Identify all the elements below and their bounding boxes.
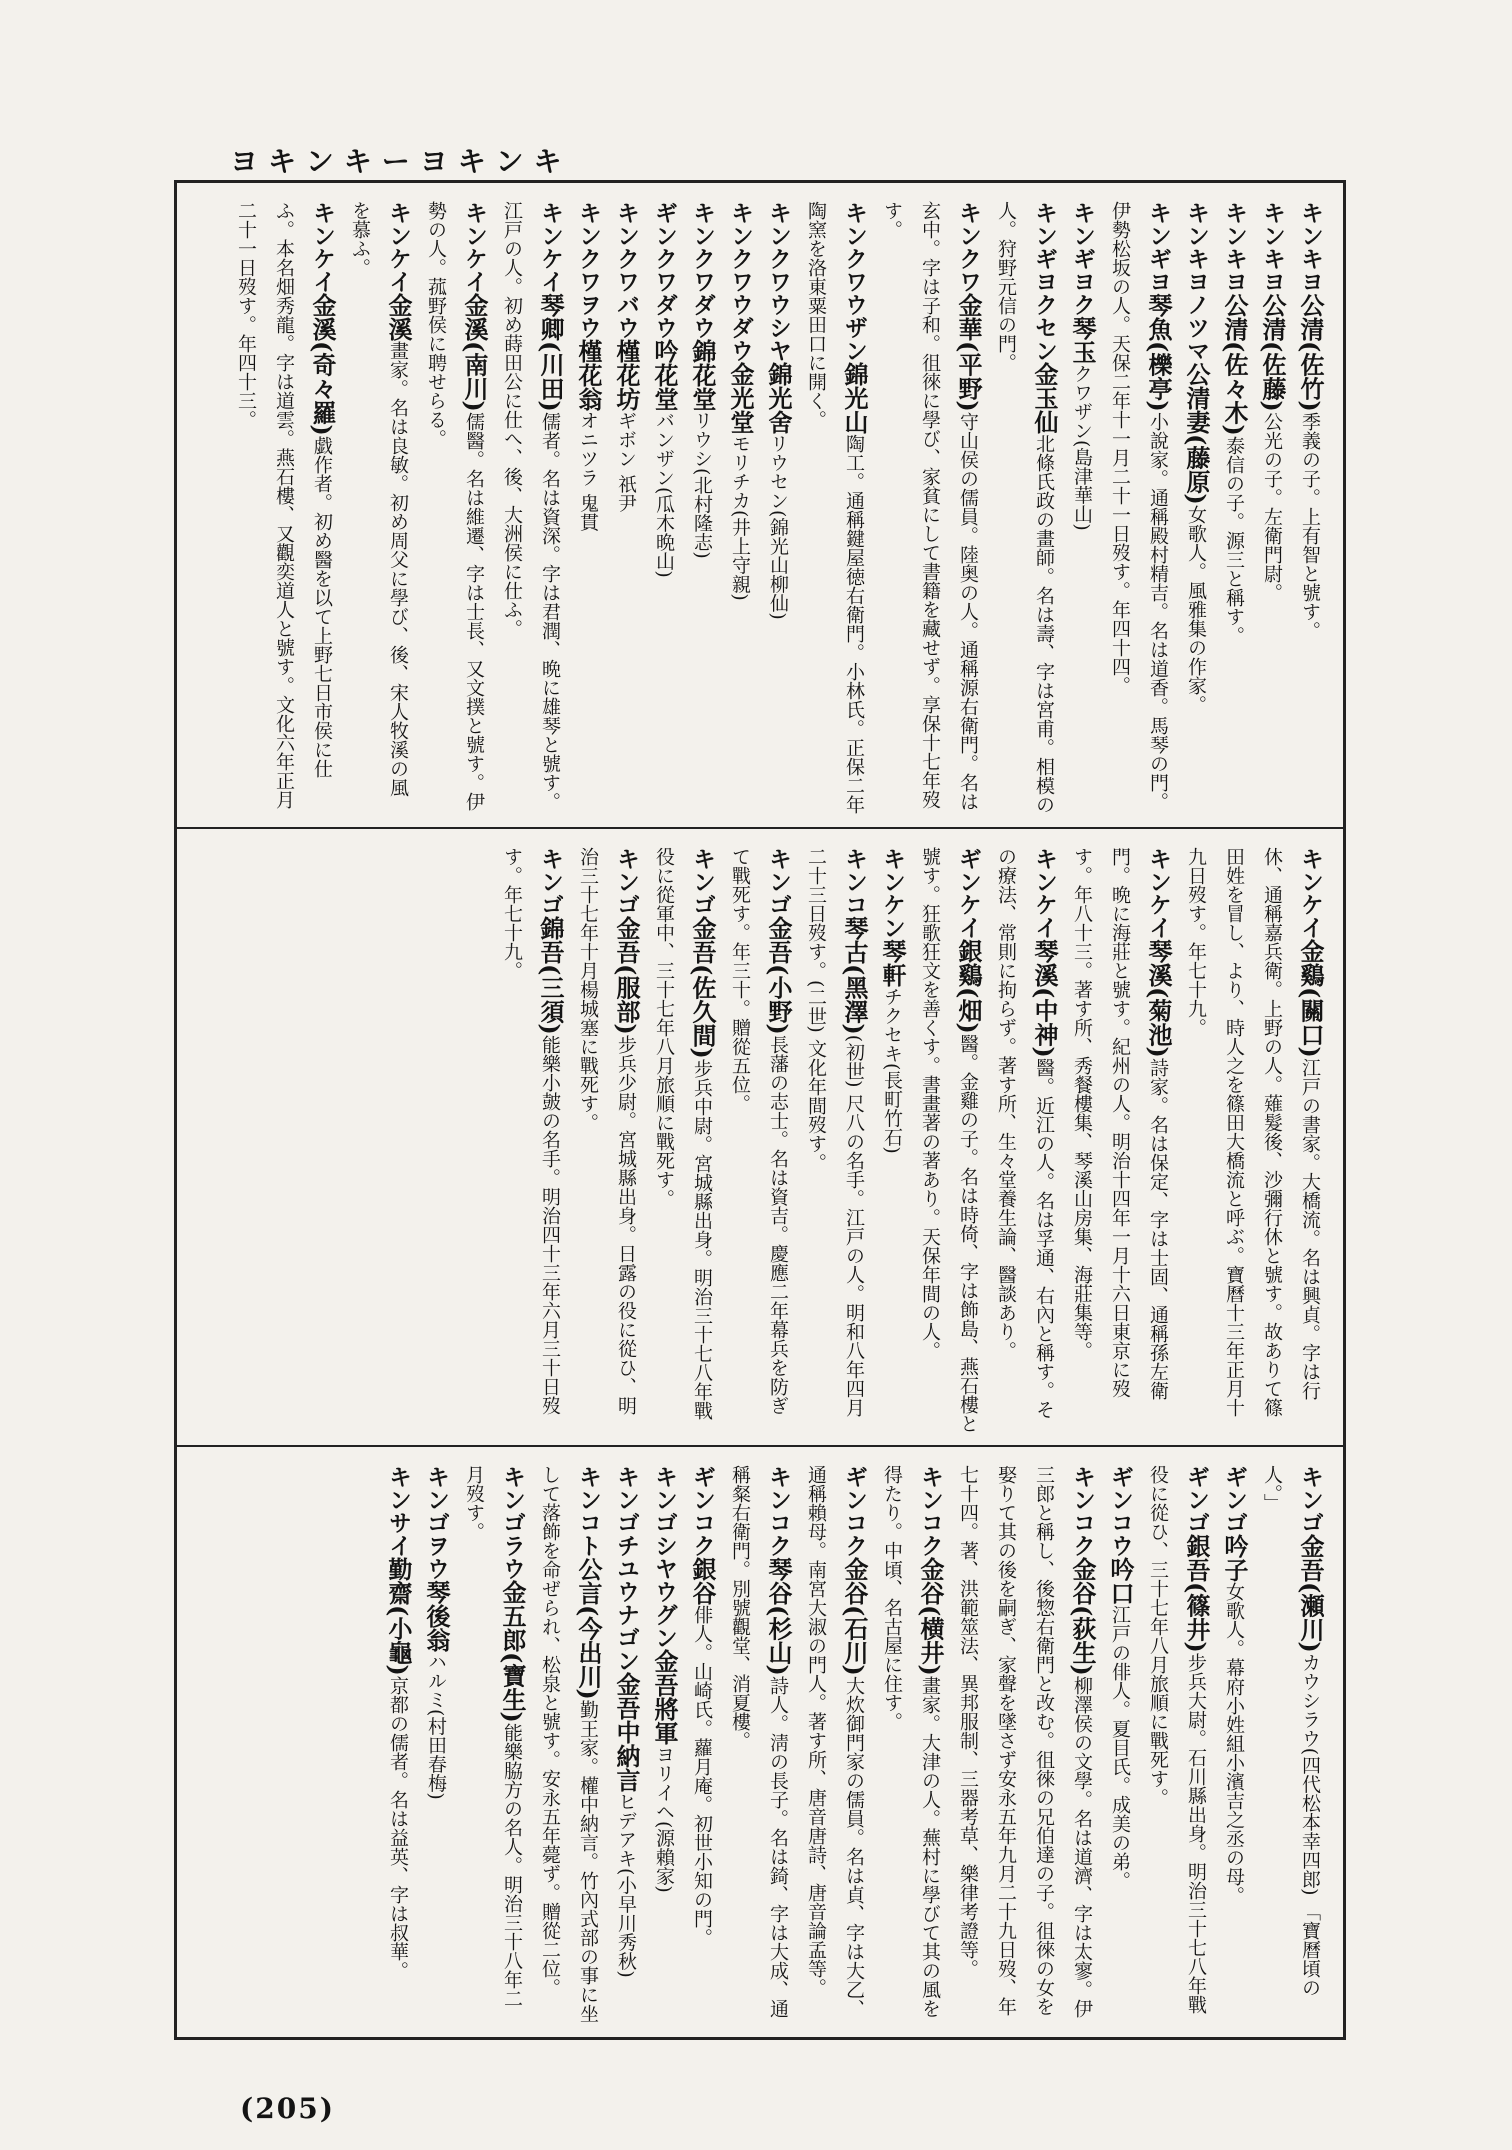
entry-reading: キンケイ	[1031, 847, 1057, 939]
entry-description: 陶工。通稱鍵屋徳右衛門。小林氏。正保二年陶窯を洛東粟田口に開く。	[805, 201, 865, 814]
entry-description: ハルミ(村田春梅)	[425, 1652, 447, 1800]
running-head: ヨキンキーヨキンキ	[230, 145, 572, 178]
entry-name: 公言(今出川)	[574, 1557, 603, 1700]
entry-reading: キンコク	[1069, 1465, 1095, 1557]
entry-name: 銀鷄(畑)	[954, 939, 983, 1034]
entry-name: 公清(佐藤)	[1258, 293, 1287, 412]
entry	[797, 201, 873, 815]
entry-name: 琴溪(菊池)	[1144, 939, 1173, 1058]
entry-name: 琴玉	[1068, 316, 1097, 364]
entry-name: 金吾(佐久間)	[688, 916, 717, 1059]
entry-reading: ギンクワダウ	[651, 201, 677, 339]
entry-description: 戯作者。初め醫を以て上野七日市侯に仕ふ。本名畑秀龍。字は道雲。燕石樓、又觀奕道人と號す。文化六年正月二十一日歿す。年四十三。	[235, 201, 333, 809]
entry-description: (初世) 尺八の名手。江戸の人。明和八年四月二十三日歿す。(二世) 文化年間歿す。	[805, 847, 865, 1417]
entry-reading: キンゴチユウナゴン	[613, 1465, 639, 1672]
entry-description: ギボン 祇尹	[615, 411, 637, 513]
entry-name: 錦光山	[840, 362, 869, 434]
entry-description: オニツラ 鬼貫	[577, 411, 599, 532]
entry-name: 金五郎(寶生)	[498, 1580, 527, 1723]
entry-name: 金鷄(關口)	[1296, 939, 1325, 1058]
entry-name: 金吾(小野)	[764, 916, 793, 1035]
entry-name: 金光堂	[726, 362, 755, 434]
entry-name: 琴魚(櫟亭)	[1144, 293, 1173, 412]
page-number: (205)	[240, 2092, 335, 2125]
entry-reading: キンケイ	[461, 201, 487, 293]
entry-reading: キンクワウダウ	[727, 201, 753, 362]
entry	[1253, 201, 1291, 815]
entry-name: 槿花翁	[574, 339, 603, 411]
entry-reading: キンゴ	[765, 847, 791, 916]
entry	[683, 1465, 721, 2025]
entry	[493, 201, 569, 815]
tier-bottom	[177, 1447, 1343, 2037]
entry-reading: キンギヨク	[1069, 201, 1095, 316]
entry	[1101, 201, 1177, 815]
entry-description: 季義の子。上有智と號す。	[1299, 411, 1321, 640]
entry	[721, 1465, 797, 2025]
entry-description: 步兵少尉。宮城縣出身。日露の役に從ひ、明治三十七年十月楊城塞に戰死す。	[577, 847, 637, 1415]
entry-reading: キンケイ	[309, 201, 335, 293]
entry-reading: キンゴラウ	[499, 1465, 525, 1580]
entry-reading: キンコク	[917, 1465, 943, 1557]
entry-reading: キンサイ	[385, 1465, 411, 1557]
entry	[911, 847, 987, 1433]
entry-description: 勤王家。權中納言。竹內式部の事に坐して落飾を命ぜられ、松泉と號す。安永五年薨ず。贈從二位。	[539, 1465, 599, 2023]
entry-reading: キンゴ	[537, 847, 563, 916]
entry-name: 金溪	[384, 293, 413, 341]
entry	[1063, 847, 1177, 1433]
entry-reading: キンゴ	[1297, 1465, 1323, 1534]
entry-description: 步兵大尉。石川縣出身。明治三十七八年戰役に從ひ、三十七年八月旅順に戰死す。	[1147, 1465, 1207, 2014]
entry-description: 女歌人。幕府小姓組小濱吉之丞の母。	[1223, 1582, 1245, 1905]
entry-name: 錦花堂	[688, 339, 717, 411]
entry-reading: キンケイ	[1145, 847, 1171, 939]
entry	[417, 201, 493, 815]
entry-reading: キンケイ	[385, 201, 411, 293]
entry-description: 畫家。大津の人。蕪村に學びて其の風を得たり。中頃、名古屋に住す。	[881, 1465, 941, 2018]
entry	[1215, 1465, 1253, 2025]
entry-description: 守山侯の儒員。陸奥の人。通稱源右衛門。名は玄中。字は子和。徂徠に學び、家貧にして書籍を藏せず。享保十七年歿す。	[881, 201, 979, 811]
entry-reading: ギンゴ	[1221, 1465, 1247, 1534]
entry-name: 錦光舍	[764, 362, 793, 434]
entry	[1291, 201, 1329, 815]
entry	[1177, 847, 1329, 1433]
entry-name: 公清(佐々木)	[1220, 293, 1249, 436]
entry-reading: キンコト	[575, 1465, 601, 1557]
entry-description: 江戸の俳人。夏目氏。成美の弟。	[1109, 1605, 1131, 1890]
entry	[645, 201, 683, 815]
entry-reading: ギンゴ	[1183, 1465, 1209, 1534]
entry-description: バンザン(瓜木晩山)	[653, 411, 675, 578]
entry-description: ヨリイヘ(源賴家)	[653, 1745, 675, 1893]
entry-description: 江戸の書家。大橋流。名は興貞。字は行休、通稱嘉兵衛。上野の人。薙髮後、沙彌行休と號す。故ありて篠田姓を冒し、より、時人之を篠田大橋流と呼ぶ。寶曆十三年正月十九日歿す。年七十九。	[1185, 847, 1321, 1417]
entry-name: 金溪(南川)	[460, 293, 489, 412]
entry-description: 儒者。名は資深。字は君潤、晩に雄琴と號す。江戸の人。初め蒔田公に仕へ、後、大洲侯に仕ふ。	[501, 201, 561, 811]
entry-description: カウシラウ(四代松本幸四郎) 「寶曆頃の人。」	[1261, 1465, 1321, 1997]
entry-reading: キンクワ	[955, 201, 981, 293]
entry-name: 琴溪(中神)	[1030, 939, 1059, 1058]
entry-name: 金吾(服部)	[612, 916, 641, 1035]
entry-description: 能樂小皷の名手。明治四十三年六月三十日歿す。年七十九。	[501, 847, 561, 1415]
entry-description: 大炊御門家の儒員。名は貞、字は大乙、通稱賴母。南宮大淑の門人。著す所、唐音唐詩、唐音論孟等。	[805, 1465, 865, 2018]
entry-reading: キンギヨクセン	[1031, 201, 1057, 362]
entry-name: 琴古(黑澤)	[840, 916, 869, 1035]
entry-reading: キンケイ	[1297, 847, 1323, 939]
tier-bottom-column	[379, 1465, 1329, 2025]
entry	[873, 201, 987, 815]
entry-reading: キンゴシヤウグン	[651, 1465, 677, 1649]
entry-description: 步兵中尉。宮城縣出身。明治三十七八年戰役に從軍中、三十七年八月旅順に戰死す。	[653, 847, 713, 1420]
entry-reading: キンクワウシヤ	[765, 201, 791, 362]
entry	[493, 847, 569, 1433]
entry	[379, 1465, 417, 2025]
entry-reading: キンゴ	[613, 847, 639, 916]
entry-description: 俳人。山崎氏。蘿月庵。初世小知の門。	[691, 1605, 713, 1947]
entry-name: 吟花堂	[650, 339, 679, 411]
entry	[759, 201, 797, 815]
entry-name: 勤齋(小龜)	[384, 1557, 413, 1676]
tier-top	[177, 183, 1343, 829]
entry-reading: キンゴ	[689, 847, 715, 916]
entry-description: 詩家。名は保定、字は士固、通稱孫左衛門。晩に海莊と號す。紀州の人。明治十四年一月十六日東京に歿す。年八十三。著す所、秀餐樓集、琴溪山房集、海莊集等。	[1071, 847, 1169, 1400]
entry-reading: ギンコク	[841, 1465, 867, 1557]
entry-reading: ギンコク	[689, 1465, 715, 1557]
entry-reading: ギンケイ	[955, 847, 981, 939]
entry-name: 吟口	[1106, 1557, 1135, 1605]
entry-reading: キンキヨ	[1221, 201, 1247, 293]
entry-reading: キンキヨ	[1297, 201, 1323, 293]
entry-description: 柳澤侯の文學。名は道濟、字は太寥。伊三郎と稱し、後惣右衛門と改む。徂徠の兄伯達の子。徂徠の女を娶りて其の後を嗣ぎ、家聲を墜さず安永五年九月二十九日歿、年七十四。著、洪範筮法、異邦服制、三器考草、樂律考證等。	[957, 1465, 1093, 2018]
entry	[531, 1465, 607, 2025]
entry-description: 醫。金雞の子。名は時倚、字は飾島、燕石樓と號す。狂歌狂文を善くす。書畫著の著あり。天保年間の人。	[919, 847, 979, 1433]
entry	[1177, 201, 1215, 815]
entry-reading: キンキヨ	[1259, 201, 1285, 293]
entry	[645, 847, 721, 1433]
entry	[797, 1465, 873, 2025]
entry	[645, 1465, 683, 2025]
entry	[721, 847, 797, 1433]
entry-description: 詩人。淸の長子。名は錡、字は大成、通稱粲右衛門。別號觀堂、消夏樓。	[729, 1465, 789, 2018]
entry-reading: キンキヨノツマ	[1183, 201, 1209, 362]
entry-description: 京都の儒者。名は益英、字は叔華。	[387, 1675, 409, 1980]
entry	[341, 201, 417, 815]
entry-reading: キンギヨ	[1145, 201, 1171, 293]
entry	[1101, 1465, 1139, 2025]
entry-reading: キンクワウザン	[841, 201, 867, 362]
entry	[569, 201, 607, 815]
entry-description: 女歌人。風雅集の作家。	[1185, 504, 1207, 714]
entry-name: 金溪(奇々羅)	[308, 293, 337, 436]
entry-name: 公清妻(藤原)	[1182, 362, 1211, 505]
entry-description: 長藩の志士。名は資吉。慶應二年幕兵を防ぎて戰死す。年三十。贈從五位。	[729, 847, 789, 1415]
dictionary-frame	[174, 180, 1346, 2040]
entry-description: モリチカ(井上守親)	[729, 434, 751, 601]
entry-description: リウセン(錦光山柳仙)	[767, 434, 789, 620]
entry-name: 金吾(瀬川)	[1296, 1534, 1325, 1653]
entry-name: 琴卿(川田)	[536, 293, 565, 412]
entry-name: 銀吾(篠井)	[1182, 1534, 1211, 1653]
entry-reading: キンコク	[765, 1465, 791, 1557]
entry-name: 槿花坊	[612, 339, 641, 411]
entry-reading: キンコ	[841, 847, 867, 916]
entry-name: 金華(平野)	[954, 293, 983, 412]
entry-name: 金谷(石川)	[840, 1557, 869, 1676]
entry	[873, 847, 911, 1433]
entry-name: 琴軒	[878, 939, 907, 987]
entry	[949, 1465, 1101, 2025]
tier-top-column	[227, 201, 1329, 815]
entry	[873, 1465, 949, 2025]
entry-description: 公光の子。左衛門尉。	[1261, 411, 1283, 602]
entry	[683, 201, 721, 815]
entry-description: 儒醫。名は維遷、字は士長、又文撲と號す。伊勢の人。菰野侯に聘せらる。	[425, 201, 485, 811]
entry-reading: キンケイ	[537, 201, 563, 293]
entry-description: リウシ(北村隆志)	[691, 411, 713, 559]
entry	[1063, 201, 1101, 815]
tier-middle	[177, 829, 1343, 1447]
entry	[417, 1465, 455, 2025]
entry	[455, 1465, 531, 2025]
entry-name: 金吾中納言	[612, 1672, 641, 1792]
tier-middle-column	[493, 847, 1329, 1433]
entry-description: クワザン(島津華山)	[1071, 364, 1093, 531]
entry-description: 北條氏政の畫師。名は壽、字は宮甫。相模の人。狩野元信の門。	[995, 201, 1055, 814]
entry-name: 銀谷	[688, 1557, 717, 1605]
entry	[1215, 201, 1253, 815]
entry-description: チクセキ(長町竹石)	[881, 987, 903, 1154]
entry	[607, 1465, 645, 2025]
entry-name: 琴谷(杉山)	[764, 1557, 793, 1676]
entry-description: 泰信の子。源三と稱す。	[1223, 435, 1245, 645]
entry	[797, 847, 873, 1433]
entry-name: 金吾將軍	[650, 1649, 679, 1745]
entry	[1253, 1465, 1329, 2025]
entry-name: 金谷(横井)	[916, 1557, 945, 1676]
entry-reading: ギンコウ	[1107, 1465, 1133, 1557]
entry-reading: キンクワダウ	[689, 201, 715, 339]
entry-name: 金谷(荻生)	[1068, 1557, 1097, 1676]
entry-name: 金玉仙	[1030, 362, 1059, 434]
entry-description: 畫家。名は良敏。初め周父に學び、後、宋人牧溪の風を慕ふ。	[349, 201, 409, 797]
entry-reading: キンゴヲウ	[423, 1465, 449, 1580]
entry-description: ヒデアキ(小早川秀秋)	[615, 1792, 637, 1978]
entry-description: 小說家。通稱殿村精吉。名は道香。馬琴の門。伊勢松坂の人。天保二年十一月二十一日歿す。年四十四。	[1109, 201, 1169, 811]
entry-name: 吟子	[1220, 1534, 1249, 1582]
entry-description: 能樂脇方の名人。明治三十八年二月歿す。	[463, 1465, 523, 2008]
entry	[227, 201, 341, 815]
entry	[721, 201, 759, 815]
entry-reading: キンクワヲウ	[575, 201, 601, 339]
entry-name: 琴後翁	[422, 1580, 451, 1652]
entry	[1139, 1465, 1215, 2025]
entry	[987, 201, 1063, 815]
entry-name: 錦吾(三須)	[536, 916, 565, 1035]
entry-name: 公清(佐竹)	[1296, 293, 1325, 412]
entry-reading: キンクワバウ	[613, 201, 639, 339]
entry-description: 醫。近江の人。名は孚通、右內と稱す。その療法、常則に拘らず。著す所、生々堂養生論、醫談あり。	[995, 847, 1055, 1419]
entry	[607, 201, 645, 815]
entry	[987, 847, 1063, 1433]
entry-reading: キンケン	[879, 847, 905, 939]
entry	[569, 847, 645, 1433]
